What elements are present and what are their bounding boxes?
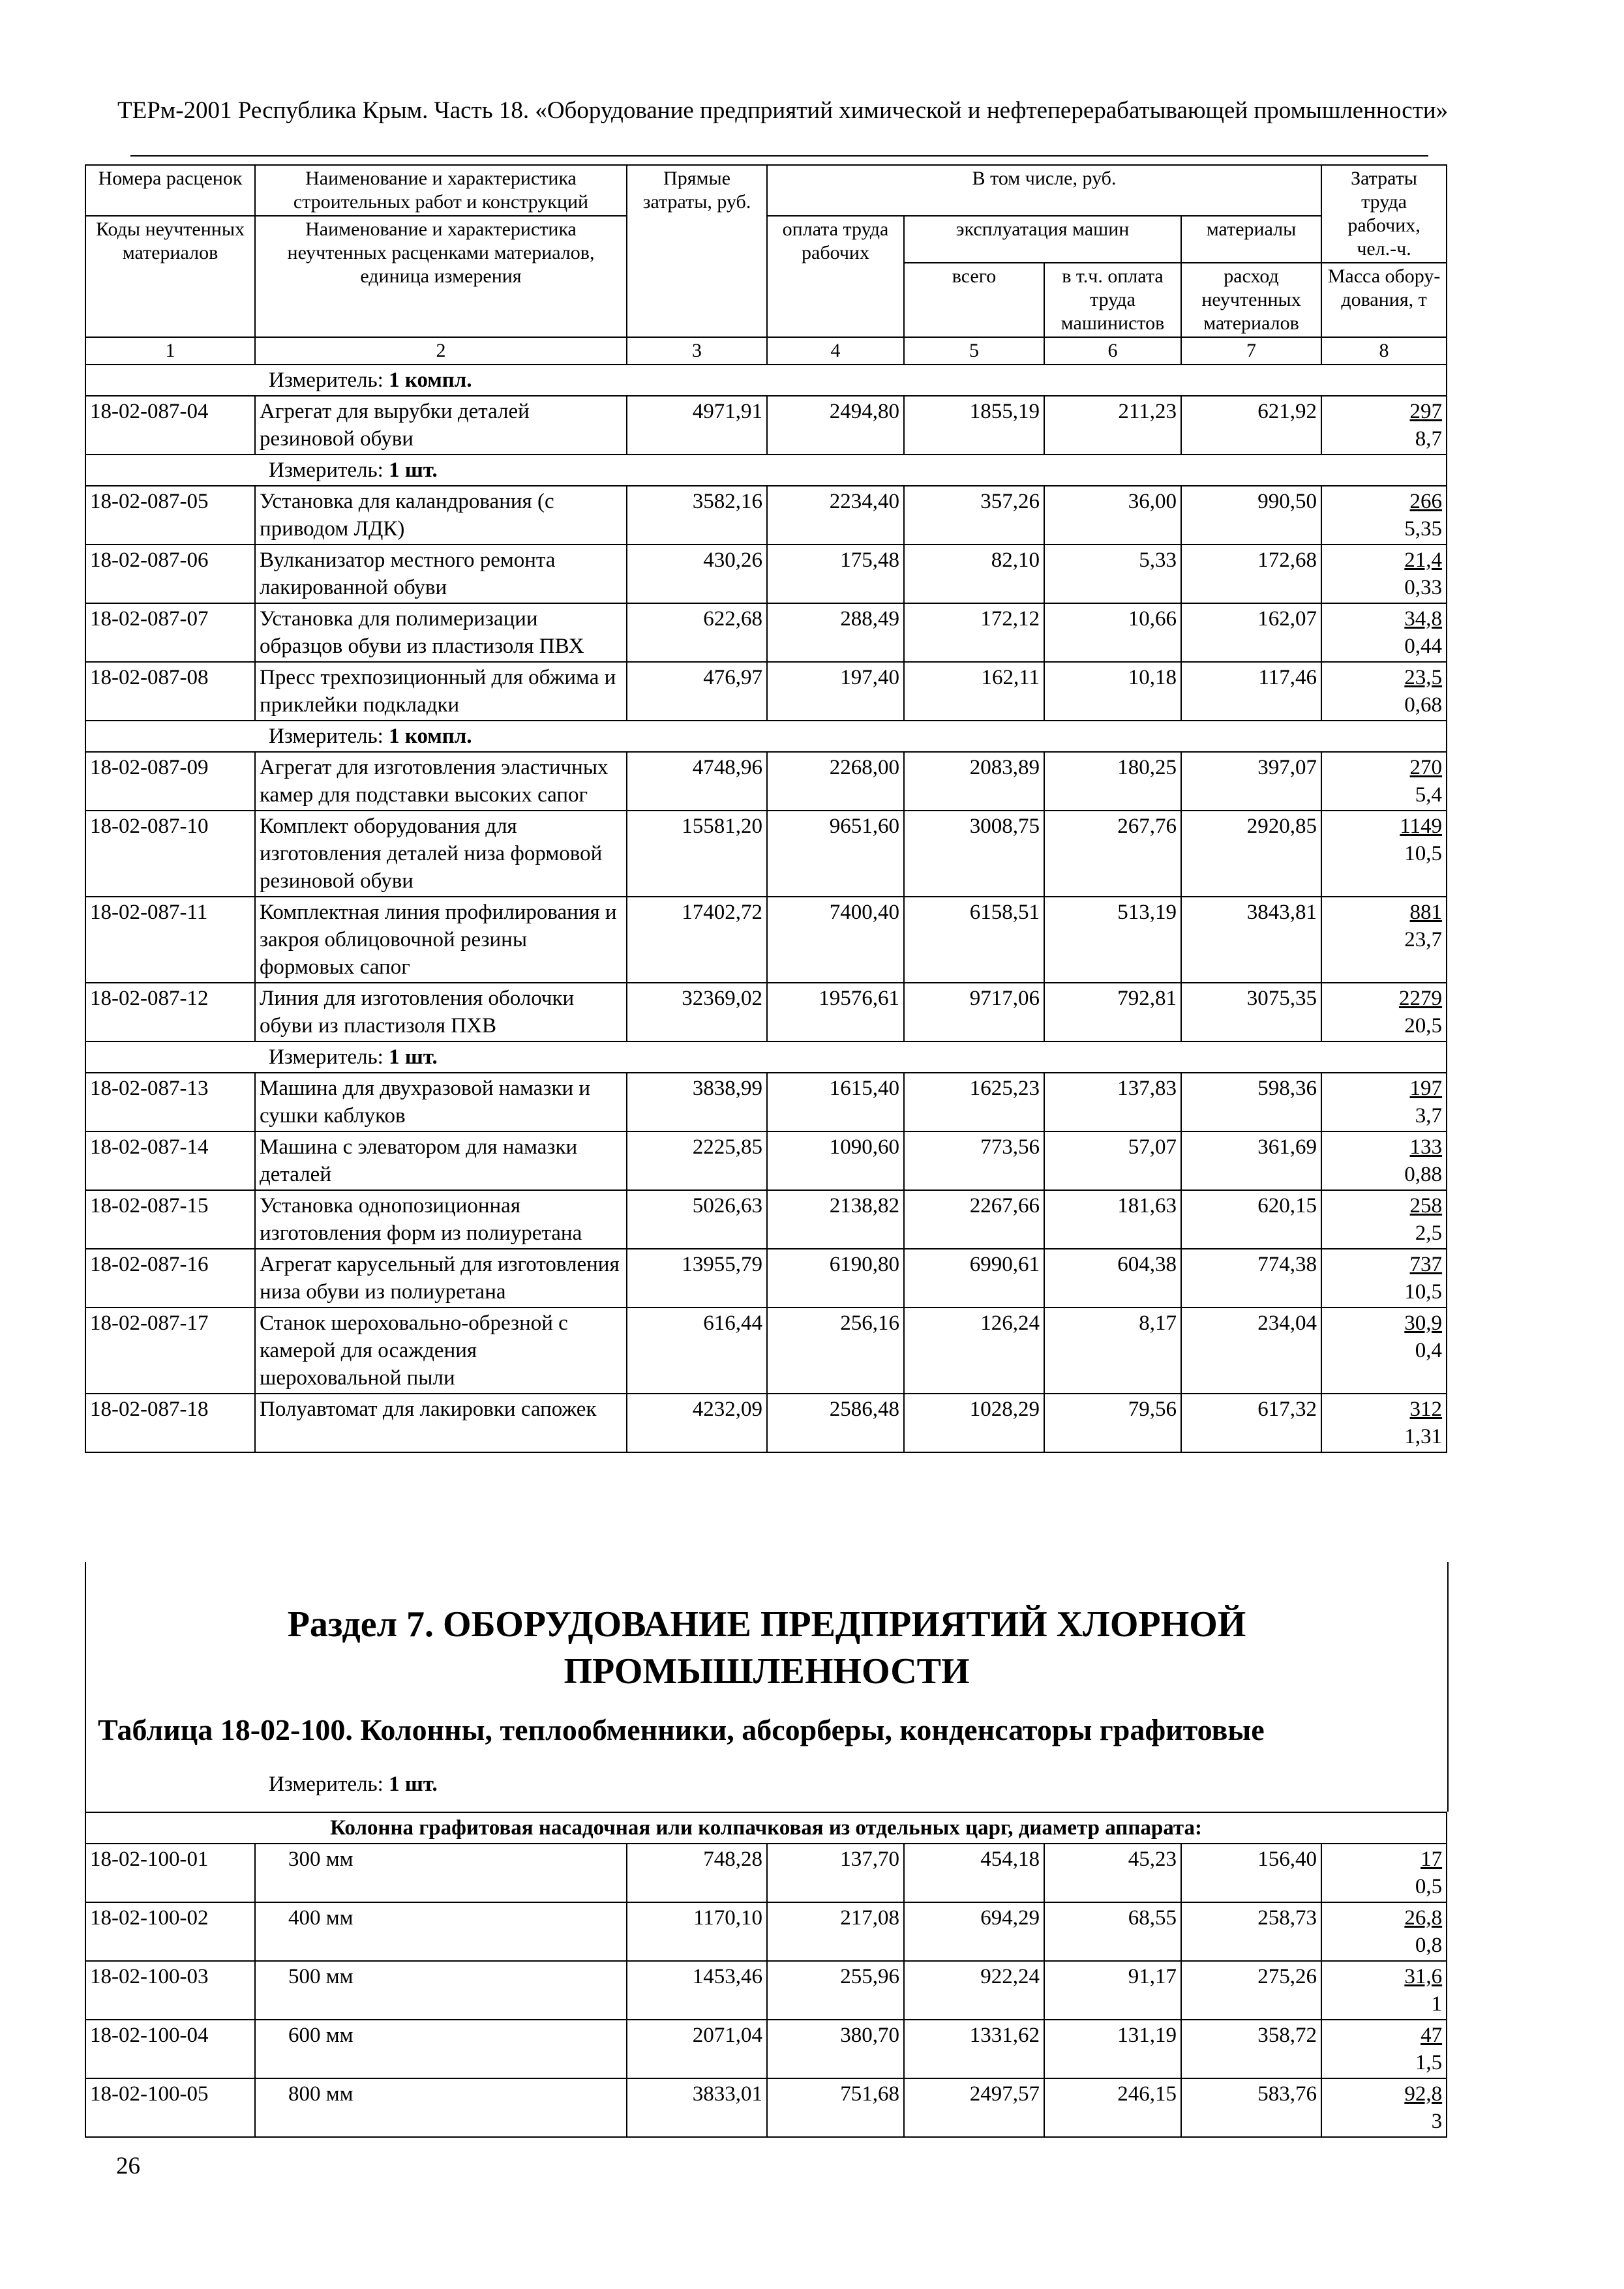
- worker-pay: 2494,80: [767, 396, 904, 455]
- equipment-mass: 1,5: [1415, 2051, 1443, 2074]
- labor-hours-and-mass: [1321, 396, 1447, 455]
- equipment-mass: 8,7: [1415, 427, 1443, 451]
- page-number: 26: [116, 2153, 140, 2179]
- rate-name: Комплект оборудования для изготовления деталей низа формовой резиновой обуви: [255, 811, 627, 897]
- rate-code: 18-02-100-02: [85, 1902, 255, 1961]
- equipment-mass: 23,7: [1404, 928, 1443, 951]
- operator-pay: 137,83: [1044, 1073, 1181, 1131]
- direct-costs: 32369,02: [627, 983, 767, 1041]
- equipment-mass: 0,8: [1415, 1934, 1443, 1957]
- col-machines-header: эксплуатация машин: [904, 216, 1181, 263]
- materials-cost: 258,73: [1181, 1902, 1321, 1961]
- rate-code: 18-02-100-05: [85, 2078, 255, 2137]
- section-block: [85, 1562, 1449, 1812]
- machines-total: 1855,19: [904, 396, 1044, 455]
- col-worker-pay-header: оплата труда рабочих: [767, 216, 904, 337]
- labor-hours: 1149: [1400, 815, 1443, 838]
- machines-total: 2497,57: [904, 2078, 1044, 2137]
- operator-pay: 211,23: [1044, 396, 1181, 455]
- worker-pay: 7400,40: [767, 897, 904, 983]
- rate-code: 18-02-087-16: [85, 1249, 255, 1308]
- labor-hours-and-mass: [1321, 1131, 1447, 1190]
- graphite-column-row: [85, 1844, 1447, 1902]
- materials-cost: 620,15: [1181, 1190, 1321, 1249]
- worker-pay: 751,68: [767, 2078, 904, 2137]
- direct-costs: 1170,10: [627, 1902, 767, 1961]
- direct-costs: 2225,85: [627, 1131, 767, 1190]
- labor-hours: 31,6: [1404, 1965, 1443, 1988]
- direct-costs: 2071,04: [627, 2020, 767, 2078]
- machines-total: 922,24: [904, 1961, 1044, 2020]
- column-number-1: 1: [85, 337, 255, 365]
- labor-hours-and-mass: [1321, 545, 1447, 603]
- labor-hours-and-mass: [1321, 603, 1447, 662]
- equipment-mass: 20,5: [1404, 1014, 1443, 1038]
- measure-label: Измеритель:: [269, 725, 389, 748]
- labor-hours: 30,9: [1404, 1311, 1443, 1335]
- labor-hours: 133: [1409, 1135, 1443, 1159]
- rate-row: [85, 396, 1447, 455]
- materials-cost: 3075,35: [1181, 983, 1321, 1041]
- rate-name: Станок шероховально-обрезной с камерой для осаждения шероховальной пыли: [255, 1308, 627, 1394]
- column-number-2: 2: [255, 337, 627, 365]
- equipment-mass: 5,35: [1404, 517, 1443, 541]
- direct-costs: 430,26: [627, 545, 767, 603]
- worker-pay: 217,08: [767, 1902, 904, 1961]
- machines-total: 1625,23: [904, 1073, 1044, 1131]
- equipment-mass: 3,7: [1415, 1104, 1443, 1128]
- rate-code: 18-02-087-10: [85, 811, 255, 897]
- rate-row: [85, 545, 1447, 603]
- rate-row: [85, 662, 1447, 721]
- rate-code: 18-02-087-15: [85, 1190, 255, 1249]
- rate-row: [85, 897, 1447, 983]
- col-material-codes-header: Коды неучтенных материалов: [85, 216, 255, 337]
- rate-row: [85, 1308, 1447, 1394]
- measure-row: [85, 455, 1447, 486]
- materials-cost: 358,72: [1181, 2020, 1321, 2078]
- header-rule: [130, 155, 1428, 157]
- equipment-mass: 0,4: [1415, 1339, 1443, 1362]
- measure-cell: [85, 1041, 1447, 1073]
- rate-code: 18-02-087-11: [85, 897, 255, 983]
- labor-hours: 2279: [1399, 987, 1443, 1010]
- machines-total: 3008,75: [904, 811, 1044, 897]
- col-including-header: В том числе, руб.: [767, 165, 1321, 216]
- operator-pay: 131,19: [1044, 2020, 1181, 2078]
- machines-total: 773,56: [904, 1131, 1044, 1190]
- equipment-mass: 3: [1431, 2110, 1443, 2133]
- labor-hours: 881: [1409, 901, 1443, 924]
- rate-row: [85, 486, 1447, 545]
- rate-name: Установка для полимеризации образцов обуви из пластизоля ПВХ: [255, 603, 627, 662]
- machines-total: 2267,66: [904, 1190, 1044, 1249]
- labor-hours: 17: [1421, 1848, 1443, 1871]
- machines-total: 126,24: [904, 1308, 1044, 1394]
- labor-hours-and-mass: [1321, 2020, 1447, 2078]
- rate-name: 800 мм: [255, 2078, 627, 2137]
- equipment-mass: 1,31: [1404, 1425, 1443, 1448]
- measure-unit: 1 шт.: [389, 1773, 438, 1796]
- labor-hours: 21,4: [1404, 548, 1443, 572]
- measure-label: Измеритель:: [269, 458, 389, 482]
- labor-hours-and-mass: [1321, 1249, 1447, 1308]
- labor-hours: 312: [1409, 1398, 1443, 1421]
- machines-total: 1028,29: [904, 1394, 1044, 1452]
- labor-hours-and-mass: [1321, 1961, 1447, 2020]
- column-number-5: 5: [904, 337, 1044, 365]
- machines-total: 9717,06: [904, 983, 1044, 1041]
- graphite-column-row: [85, 1961, 1447, 2020]
- worker-pay: 2234,40: [767, 486, 904, 545]
- operator-pay: 267,76: [1044, 811, 1181, 897]
- operator-pay: 604,38: [1044, 1249, 1181, 1308]
- worker-pay: 2268,00: [767, 752, 904, 811]
- rate-row: [85, 1073, 1447, 1131]
- direct-costs: 616,44: [627, 1308, 767, 1394]
- labor-hours-and-mass: [1321, 1073, 1447, 1131]
- worker-pay: 1615,40: [767, 1073, 904, 1131]
- equipment-mass: 0,88: [1404, 1163, 1443, 1186]
- direct-costs: 476,97: [627, 662, 767, 721]
- rate-row: [85, 1394, 1447, 1452]
- labor-hours-and-mass: [1321, 983, 1447, 1041]
- equipment-mass: 2,5: [1415, 1221, 1443, 1245]
- rate-code: 18-02-087-04: [85, 396, 255, 455]
- direct-costs: 622,68: [627, 603, 767, 662]
- worker-pay: 6190,80: [767, 1249, 904, 1308]
- measure-row: [85, 365, 1447, 396]
- operator-pay: 10,66: [1044, 603, 1181, 662]
- worker-pay: 137,70: [767, 1844, 904, 1902]
- measure-unit: 1 компл.: [389, 368, 472, 392]
- rate-name: Пресс трехпозиционный для обжима и приклейки подкладки: [255, 662, 627, 721]
- operator-pay: 57,07: [1044, 1131, 1181, 1190]
- rate-name: 600 мм: [255, 2020, 627, 2078]
- worker-pay: 256,16: [767, 1308, 904, 1394]
- labor-hours-and-mass: [1321, 1190, 1447, 1249]
- col-operator-pay-header: в т.ч. оплата труда машинистов: [1044, 263, 1181, 337]
- rate-code: 18-02-087-07: [85, 603, 255, 662]
- labor-hours: 197: [1409, 1077, 1443, 1100]
- labor-hours: 34,8: [1404, 607, 1443, 631]
- labor-hours-and-mass: [1321, 662, 1447, 721]
- rate-name: Машина с элеватором для намазки деталей: [255, 1131, 627, 1190]
- rate-code: 18-02-100-03: [85, 1961, 255, 2020]
- operator-pay: 36,00: [1044, 486, 1181, 545]
- col-mass-header: Масса обору-дования, т: [1321, 263, 1447, 337]
- measure-label: Измеритель:: [269, 368, 389, 392]
- rate-code: 18-02-087-06: [85, 545, 255, 603]
- operator-pay: 10,18: [1044, 662, 1181, 721]
- column-number-4: 4: [767, 337, 904, 365]
- col-labor-hours-header: Затраты труда рабочих, чел.-ч.: [1321, 165, 1447, 263]
- machines-total: 172,12: [904, 603, 1044, 662]
- equipment-mass: 1: [1431, 1992, 1443, 2016]
- worker-pay: 2138,82: [767, 1190, 904, 1249]
- labor-hours: 26,8: [1404, 1906, 1443, 1930]
- measure-cell: [85, 721, 1447, 752]
- materials-cost: 275,26: [1181, 1961, 1321, 2020]
- measure-cell: [85, 455, 1447, 486]
- section-title: Раздел 7. ОБОРУДОВАНИЕ ПРЕДПРИЯТИЙ ХЛОРНОЙ ПРОМЫШЛЕННОСТИ: [287, 1604, 1246, 1692]
- graphite-columns-table: [85, 1812, 1447, 2138]
- rate-code: 18-02-087-08: [85, 662, 255, 721]
- rate-row: [85, 1249, 1447, 1308]
- column-number-3: 3: [627, 337, 767, 365]
- column-number-6: 6: [1044, 337, 1181, 365]
- materials-cost: 172,68: [1181, 545, 1321, 603]
- rate-code: 18-02-100-01: [85, 1844, 255, 1902]
- measure-row: [85, 1041, 1447, 1073]
- graphite-column-row: [85, 2078, 1447, 2137]
- materials-cost: 598,36: [1181, 1073, 1321, 1131]
- rate-name: Комплектная линия профилирования и закроя облицовочной резины формовых сапог: [255, 897, 627, 983]
- measure-label: Измеритель:: [269, 1773, 383, 1796]
- worker-pay: 255,96: [767, 1961, 904, 2020]
- column-numbers-row: [85, 337, 1447, 365]
- materials-cost: 397,07: [1181, 752, 1321, 811]
- rate-name: 400 мм: [255, 1902, 627, 1961]
- rate-row: [85, 603, 1447, 662]
- col-material-usage-header: расход неучтенных материалов: [1181, 263, 1321, 337]
- rate-name: 500 мм: [255, 1961, 627, 2020]
- labor-hours: 23,5: [1404, 666, 1443, 689]
- rate-name: Машина для двухразовой намазки и сушки каблуков: [255, 1073, 627, 1131]
- col-machines-total-header: всего: [904, 263, 1044, 337]
- direct-costs: 13955,79: [627, 1249, 767, 1308]
- graphite-column-row: [85, 2020, 1447, 2078]
- rate-name: Агрегат для изготовления эластичных камер для подставки высоких сапог: [255, 752, 627, 811]
- col-material-name-header: Наименование и характеристика неучтенных расценками материалов, единица измерения: [255, 216, 627, 337]
- operator-pay: 181,63: [1044, 1190, 1181, 1249]
- worker-pay: 19576,61: [767, 983, 904, 1041]
- measure-unit: 1 шт.: [389, 1045, 438, 1069]
- operator-pay: 68,55: [1044, 1902, 1181, 1961]
- materials-cost: 990,50: [1181, 486, 1321, 545]
- measure-unit: 1 шт.: [389, 458, 438, 482]
- labor-hours-and-mass: [1321, 486, 1447, 545]
- worker-pay: 9651,60: [767, 811, 904, 897]
- worker-pay: 2586,48: [767, 1394, 904, 1452]
- column-number-8: 8: [1321, 337, 1447, 365]
- equipment-mass: 0,5: [1415, 1875, 1443, 1898]
- worker-pay: 197,40: [767, 662, 904, 721]
- materials-cost: 162,07: [1181, 603, 1321, 662]
- direct-costs: 15581,20: [627, 811, 767, 897]
- col-materials-header: материалы: [1181, 216, 1321, 263]
- operator-pay: 246,15: [1044, 2078, 1181, 2137]
- measure-label: Измеритель:: [269, 1045, 389, 1069]
- machines-total: 2083,89: [904, 752, 1044, 811]
- table2-subheading: Колонна графитовая насадочная или колпачковая из отдельных царг, диаметр аппарата:: [85, 1812, 1447, 1844]
- rate-code: 18-02-087-14: [85, 1131, 255, 1190]
- direct-costs: 3582,16: [627, 486, 767, 545]
- rate-name: Установка однопозиционная изготовления форм из полиуретана: [255, 1190, 627, 1249]
- labor-hours: 92,8: [1404, 2082, 1443, 2106]
- rate-name: Полуавтомат для лакировки сапожек: [255, 1394, 627, 1452]
- machines-total: 82,10: [904, 545, 1044, 603]
- direct-costs: 4232,09: [627, 1394, 767, 1452]
- table-title: Таблица 18-02-100. Колонны, теплообменники, абсорберы, конденсаторы графитовые: [98, 1713, 1265, 1746]
- materials-cost: 2920,85: [1181, 811, 1321, 897]
- equipment-mass: 0,44: [1404, 635, 1443, 658]
- worker-pay: 175,48: [767, 545, 904, 603]
- rate-code: 18-02-087-12: [85, 983, 255, 1041]
- worker-pay: 380,70: [767, 2020, 904, 2078]
- equipment-mass: 5,4: [1415, 783, 1443, 807]
- column-number-7: 7: [1181, 337, 1321, 365]
- measure-cell: [85, 365, 1447, 396]
- worker-pay: 288,49: [767, 603, 904, 662]
- labor-hours: 737: [1409, 1253, 1443, 1276]
- graphite-column-row: [85, 1902, 1447, 1961]
- operator-pay: 5,33: [1044, 545, 1181, 603]
- rate-name: Установка для каландрования (с приводом ЛДК): [255, 486, 627, 545]
- equipment-mass: 10,5: [1404, 842, 1443, 865]
- direct-costs: 3838,99: [627, 1073, 767, 1131]
- col-rate-number-header: Номера расценок: [85, 165, 255, 216]
- table2-measure: [269, 1771, 438, 1798]
- rate-row: [85, 811, 1447, 897]
- rate-code: 18-02-087-09: [85, 752, 255, 811]
- labor-hours-and-mass: [1321, 1308, 1447, 1394]
- labor-hours-and-mass: [1321, 1844, 1447, 1902]
- rate-code: 18-02-087-05: [85, 486, 255, 545]
- rate-code: 18-02-087-17: [85, 1308, 255, 1394]
- rate-row: [85, 1190, 1447, 1249]
- machines-total: 694,29: [904, 1902, 1044, 1961]
- materials-cost: 234,04: [1181, 1308, 1321, 1394]
- materials-cost: 361,69: [1181, 1131, 1321, 1190]
- machines-total: 162,11: [904, 662, 1044, 721]
- direct-costs: 4748,96: [627, 752, 767, 811]
- labor-hours-and-mass: [1321, 897, 1447, 983]
- materials-cost: 617,32: [1181, 1394, 1321, 1452]
- operator-pay: 45,23: [1044, 1844, 1181, 1902]
- rate-name: Агрегат карусельный для изготовления низа обуви из полиуретана: [255, 1249, 627, 1308]
- rate-row: [85, 1131, 1447, 1190]
- rate-name: 300 мм: [255, 1844, 627, 1902]
- operator-pay: 8,17: [1044, 1308, 1181, 1394]
- rate-code: 18-02-087-18: [85, 1394, 255, 1452]
- labor-hours-and-mass: [1321, 1902, 1447, 1961]
- machines-total: 454,18: [904, 1844, 1044, 1902]
- operator-pay: 79,56: [1044, 1394, 1181, 1452]
- col-direct-costs-header: Прямые затраты, руб.: [627, 165, 767, 337]
- direct-costs: 17402,72: [627, 897, 767, 983]
- direct-costs: 4971,91: [627, 396, 767, 455]
- rate-row: [85, 752, 1447, 811]
- worker-pay: 1090,60: [767, 1131, 904, 1190]
- labor-hours: 47: [1421, 2024, 1443, 2047]
- labor-hours: 297: [1409, 400, 1443, 423]
- rate-row: [85, 983, 1447, 1041]
- direct-costs: 1453,46: [627, 1961, 767, 2020]
- rate-name: Агрегат для вырубки деталей резиновой обуви: [255, 396, 627, 455]
- operator-pay: 180,25: [1044, 752, 1181, 811]
- labor-hours: 270: [1409, 756, 1443, 779]
- materials-cost: 156,40: [1181, 1844, 1321, 1902]
- measure-row: [85, 721, 1447, 752]
- rate-code: 18-02-087-13: [85, 1073, 255, 1131]
- materials-cost: 117,46: [1181, 662, 1321, 721]
- equipment-mass: 0,33: [1404, 576, 1443, 599]
- direct-costs: 3833,01: [627, 2078, 767, 2137]
- direct-costs: 5026,63: [627, 1190, 767, 1249]
- materials-cost: 774,38: [1181, 1249, 1321, 1308]
- measure-unit: 1 компл.: [389, 725, 472, 748]
- machines-total: 1331,62: [904, 2020, 1044, 2078]
- rate-name: Линия для изготовления оболочки обуви из пластизоля ПХВ: [255, 983, 627, 1041]
- operator-pay: 513,19: [1044, 897, 1181, 983]
- materials-cost: 3843,81: [1181, 897, 1321, 983]
- materials-cost: 621,92: [1181, 396, 1321, 455]
- machines-total: 357,26: [904, 486, 1044, 545]
- direct-costs: 748,28: [627, 1844, 767, 1902]
- operator-pay: 91,17: [1044, 1961, 1181, 2020]
- labor-hours: 266: [1409, 490, 1443, 513]
- equipment-mass: 0,68: [1404, 693, 1443, 717]
- operator-pay: 792,81: [1044, 983, 1181, 1041]
- labor-hours-and-mass: [1321, 752, 1447, 811]
- col-name-header: Наименование и характеристика строительных работ и конструкций: [255, 165, 627, 216]
- labor-hours-and-mass: [1321, 2078, 1447, 2137]
- rates-table: [85, 164, 1447, 1453]
- labor-hours-and-mass: [1321, 811, 1447, 897]
- materials-cost: 583,76: [1181, 2078, 1321, 2137]
- machines-total: 6158,51: [904, 897, 1044, 983]
- rate-code: 18-02-100-04: [85, 2020, 255, 2078]
- running-header: ТЕРм-2001 Республика Крым. Часть 18. «Оборудование предприятий химической и нефтеперерабатывающей промышленности»: [117, 97, 1449, 124]
- equipment-mass: 10,5: [1404, 1280, 1443, 1304]
- rate-name: Вулканизатор местного ремонта лакированной обуви: [255, 545, 627, 603]
- labor-hours-and-mass: [1321, 1394, 1447, 1452]
- labor-hours: 258: [1409, 1194, 1443, 1218]
- machines-total: 6990,61: [904, 1249, 1044, 1308]
